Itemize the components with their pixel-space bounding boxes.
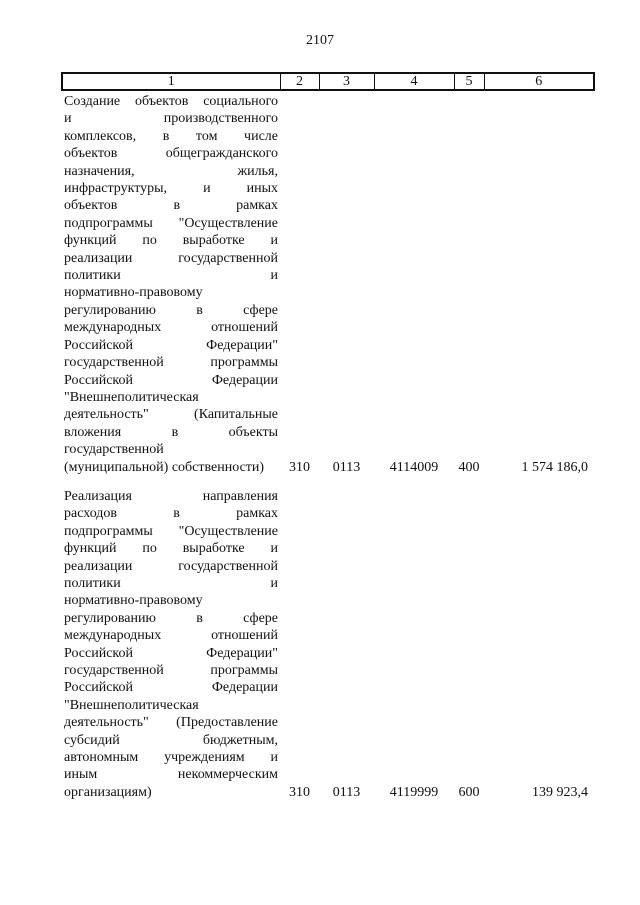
description-line: расходов в рамках <box>64 506 278 522</box>
cell-col4: 4114009 <box>389 459 439 475</box>
description-line: государственной программы <box>64 355 278 371</box>
description-line: назначения, жилья, <box>64 163 278 179</box>
cell-col5: 600 <box>458 784 480 800</box>
description-line: реализации государственной <box>64 558 278 574</box>
description-line: Российской Федерации <box>64 372 278 388</box>
description-line: подпрограммы "Осуществление <box>64 215 278 231</box>
column-header-6: 6 <box>484 73 594 90</box>
description-line: международных отношений <box>64 320 278 336</box>
column-header-1: 1 <box>62 73 280 90</box>
description-line: Российской Федерации" <box>64 337 278 353</box>
column-header-5: 5 <box>454 73 484 90</box>
cell-col4: 4119999 <box>389 784 439 800</box>
description-line: Российской Федерации" <box>64 645 278 661</box>
description-line: (муниципальной) собственности) <box>64 459 265 475</box>
budget-table <box>61 72 595 801</box>
description-line: государственной программы <box>64 663 278 678</box>
description-line: комплексов, в том числе <box>64 128 278 144</box>
column-header-2: 2 <box>280 73 319 90</box>
description-line: вложения в объекты <box>64 424 278 440</box>
row-spacer <box>62 476 594 486</box>
description-line: функций по выработке и <box>64 233 278 249</box>
cell-col5: 400 <box>458 459 480 475</box>
table-row <box>62 90 594 476</box>
description-line: политики и <box>64 575 278 591</box>
description-line: автономным учреждениям и <box>64 750 278 766</box>
description-line: инфраструктуры, и иных <box>64 181 278 197</box>
column-header-3: 3 <box>319 73 374 90</box>
description-line: объектов общегражданского <box>64 146 278 162</box>
description-line: объектов в рамках <box>64 198 278 214</box>
description-line: нормативно-правовому <box>64 285 203 301</box>
description-line: международных отношений <box>64 628 278 644</box>
cell-col2: 310 <box>289 459 310 475</box>
description-line: нормативно-правовому <box>64 593 203 609</box>
description-line: организациям) <box>64 784 152 800</box>
description-line: деятельность" (Предоставление <box>64 715 278 731</box>
expense-description <box>62 90 280 476</box>
description-line: государственной <box>64 442 164 458</box>
description-line: иным некоммерческим <box>64 767 278 783</box>
cell-amount: 139 923,4 <box>532 784 588 800</box>
description-line: Российской Федерации <box>64 680 278 696</box>
description-line: и производственного <box>64 111 278 127</box>
description-line: регулированию в сфере <box>64 610 278 626</box>
table-row <box>62 486 594 801</box>
expense-description <box>62 486 280 801</box>
description-line: реализации государственной <box>64 250 278 266</box>
description-line: политики и <box>64 268 278 284</box>
description-line: функций по выработке и <box>64 541 278 557</box>
cell-col2: 310 <box>289 784 310 800</box>
column-header-4: 4 <box>374 73 454 90</box>
description-line: "Внешнеполитическая <box>64 697 199 713</box>
table-header-row <box>62 73 594 90</box>
cell-col3: 0113 <box>332 459 361 475</box>
description-line: подпрограммы "Осуществление <box>64 523 278 539</box>
page-number: 2107 <box>306 33 334 48</box>
description-line: субсидий бюджетным, <box>64 732 278 748</box>
description-line: "Внешнеполитическая <box>64 389 199 405</box>
description-line: Реализация направления <box>64 488 278 504</box>
description-line: деятельность" (Капитальные <box>64 407 278 423</box>
description-line: Создание объектов социального <box>64 94 278 109</box>
cell-col3: 0113 <box>332 784 361 800</box>
description-line: регулированию в сфере <box>64 302 278 318</box>
cell-amount: 1 574 186,0 <box>521 459 588 475</box>
